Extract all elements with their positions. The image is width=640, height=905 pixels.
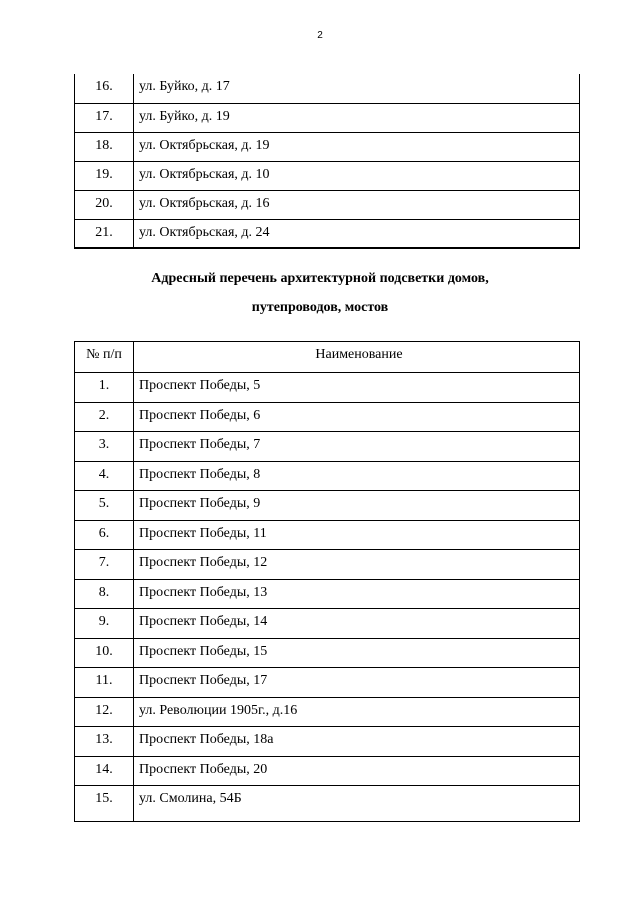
address-table-continued [74,74,580,249]
row-address: ул. Смолина, 54Б [134,786,580,822]
table-row [75,697,580,727]
table-row [75,491,580,521]
row-number: 9. [75,609,134,639]
row-number: 13. [75,727,134,757]
row-number: 2. [75,402,134,432]
lighting-address-table [74,341,580,822]
table-row [75,520,580,550]
row-address: Проспект Победы, 7 [134,432,580,462]
table-row [75,638,580,668]
page-number: 2 [317,30,323,41]
table-row [75,373,580,403]
row-number: 6. [75,520,134,550]
row-address: ул. Буйко, д. 19 [134,103,580,132]
table-row [75,668,580,698]
row-address: Проспект Победы, 11 [134,520,580,550]
row-address: ул. Октябрьская, д. 24 [134,219,580,248]
row-address: Проспект Победы, 9 [134,491,580,521]
row-address: Проспект Победы, 18а [134,727,580,757]
row-address: ул. Октябрьская, д. 19 [134,132,580,161]
row-number: 4. [75,461,134,491]
table-row [75,461,580,491]
row-number: 10. [75,638,134,668]
row-number: 3. [75,432,134,462]
row-number: 7. [75,550,134,580]
row-address: Проспект Победы, 13 [134,579,580,609]
table-row [75,219,580,248]
row-number: 20. [75,190,134,219]
row-number: 19. [75,161,134,190]
row-number: 11. [75,668,134,698]
row-address: Проспект Победы, 15 [134,638,580,668]
row-number: 1. [75,373,134,403]
table-row [75,132,580,161]
row-number: 14. [75,756,134,786]
table-row [75,103,580,132]
table-row [75,432,580,462]
row-address: Проспект Победы, 14 [134,609,580,639]
section-heading-line-2: путепроводов, мостов [251,300,389,315]
table-row [75,579,580,609]
section-heading-line-1: Адресный перечень архитектурной подсветки домов, [151,271,489,286]
row-number: 15. [75,786,134,822]
row-number: 12. [75,697,134,727]
row-number: 18. [75,132,134,161]
header-name: Наименование [134,342,580,373]
header-number: № п/п [75,342,134,373]
table-row [75,161,580,190]
table-row [75,756,580,786]
table-row [75,609,580,639]
table-row [75,402,580,432]
row-address: ул. Октябрьская, д. 16 [134,190,580,219]
row-address: ул. Революции 1905г., д.16 [134,697,580,727]
row-address: Проспект Победы, 17 [134,668,580,698]
table-row [75,74,580,103]
table-row [75,786,580,822]
row-address: ул. Буйко, д. 17 [134,74,580,103]
row-number: 16. [75,74,134,103]
row-address: ул. Октябрьская, д. 10 [134,161,580,190]
row-number: 21. [75,219,134,248]
table-row [75,727,580,757]
table-header-row [75,342,580,373]
table-row [75,190,580,219]
row-address: Проспект Победы, 5 [134,373,580,403]
row-address: Проспект Победы, 20 [134,756,580,786]
row-address: Проспект Победы, 12 [134,550,580,580]
row-address: Проспект Победы, 8 [134,461,580,491]
table-row [75,550,580,580]
row-number: 8. [75,579,134,609]
row-number: 17. [75,103,134,132]
row-address: Проспект Победы, 6 [134,402,580,432]
row-number: 5. [75,491,134,521]
